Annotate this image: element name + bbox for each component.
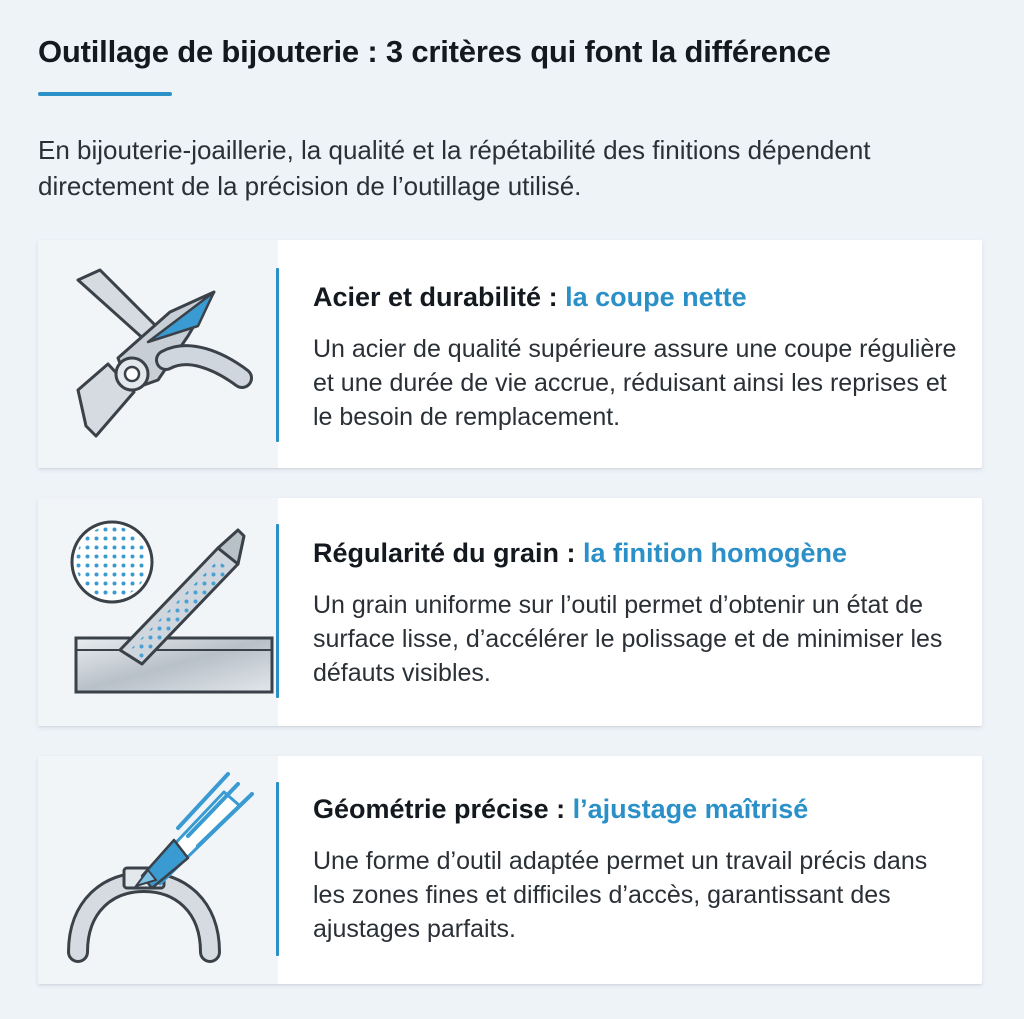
card-accent-bar xyxy=(276,782,279,956)
card-heading-accent: la coupe nette xyxy=(565,282,747,312)
ring-setting-tool-icon xyxy=(38,756,278,984)
card-heading-accent: l’ajustage maîtrisé xyxy=(572,794,809,824)
card-heading-main: Régularité du grain : xyxy=(313,538,584,568)
card-heading xyxy=(313,282,747,313)
icon-panel xyxy=(38,756,278,984)
intro-text: En bijouterie-joaillerie, la qualité et la répétabilité des finitions dépendent directement de la précision de l’outillage utilisé. xyxy=(38,135,871,201)
card-accent-bar xyxy=(276,268,279,442)
card-body: Un acier de qualité supérieure assure une coupe régulière et une durée de vie accrue, réduisant ainsi les reprises et le besoin de remplacement. xyxy=(313,335,957,431)
file-grain-icon xyxy=(38,498,278,726)
cutting-pliers-icon xyxy=(38,240,278,468)
icon-panel xyxy=(38,240,278,468)
card-heading xyxy=(313,794,808,825)
page-title: Outillage de bijouterie : 3 critères qui font la différence xyxy=(38,34,831,69)
icon-panel xyxy=(38,498,278,726)
card-body: Une forme d’outil adaptée permet un travail précis dans les zones fines et difficiles d’accès, garantissant des ajustages parfaits. xyxy=(313,847,928,943)
card-heading-accent: la finition homogène xyxy=(583,538,848,568)
title-underline xyxy=(38,92,172,96)
card-heading-main: Acier et durabilité : xyxy=(313,282,566,312)
card-heading-main: Géométrie précise : xyxy=(313,794,573,824)
card-accent-bar xyxy=(276,524,279,698)
card-body: Un grain uniforme sur l’outil permet d’obtenir un état de surface lisse, d’accélérer le polissage et de minimiser les défauts visibles. xyxy=(313,591,943,687)
criterion-card-geometry xyxy=(38,756,982,984)
card-heading xyxy=(313,538,847,569)
criterion-card-grain xyxy=(38,498,982,726)
criterion-card-steel xyxy=(38,240,982,468)
